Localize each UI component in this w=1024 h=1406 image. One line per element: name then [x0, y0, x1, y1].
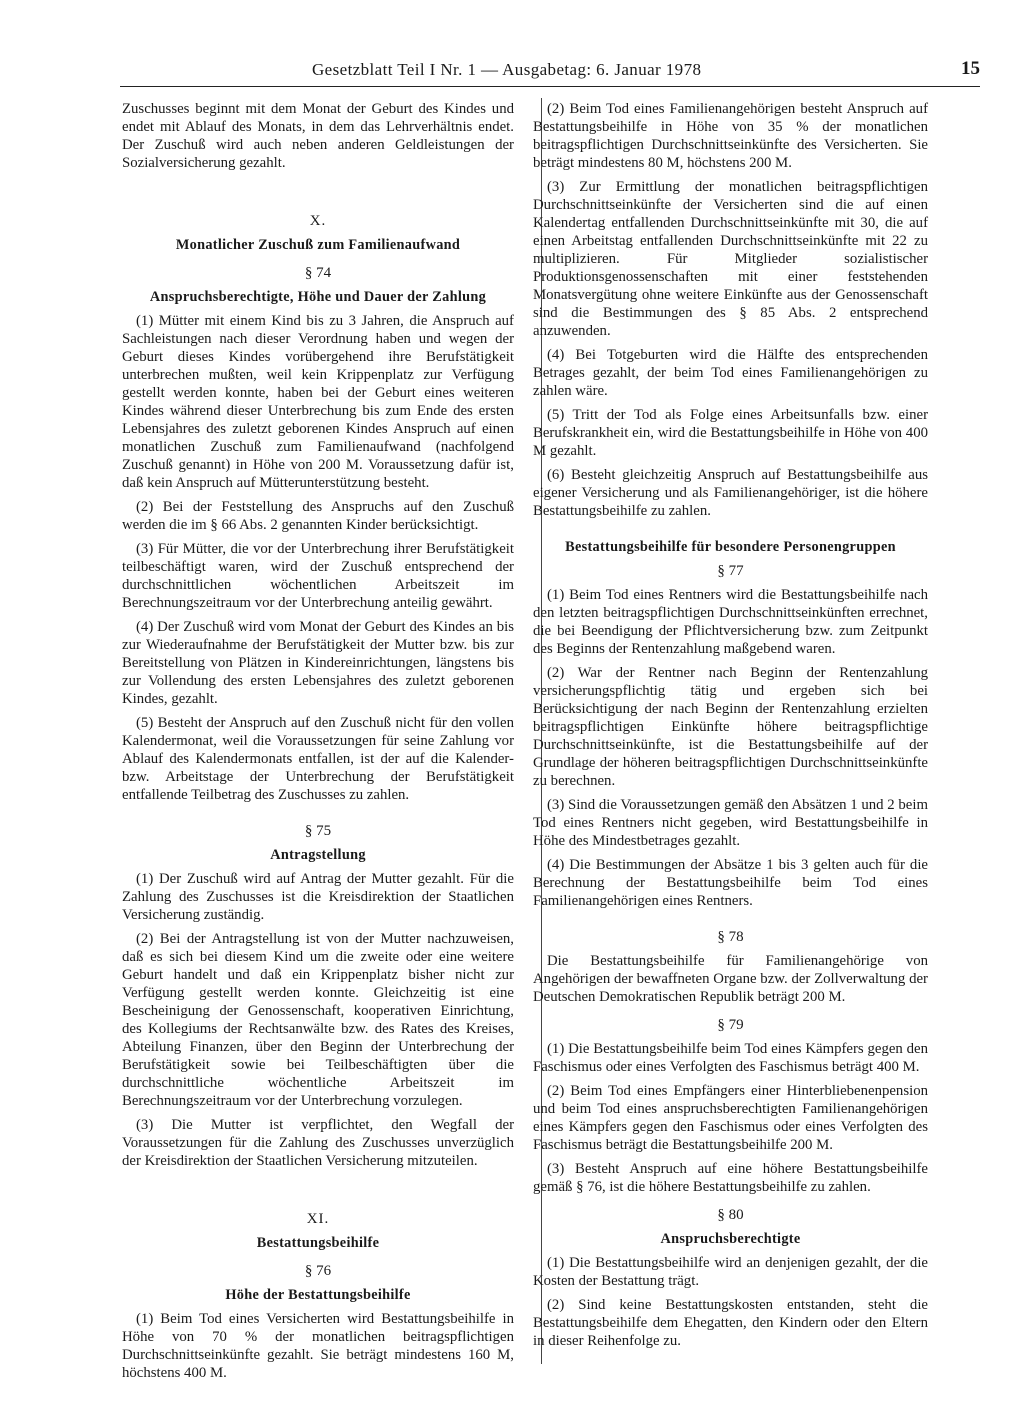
paragraph-75-3: (3) Die Mutter ist verpflichtet, den Wegfall der Voraussetzungen für die Zahlung des Zuschusses unverzüglich der Kreisdirektion der Staatlichen Versicherung mitzuteilen. [122, 1117, 514, 1169]
paragraph-74-title: Anspruchsberechtigte, Höhe und Dauer der Zahlung [149, 289, 487, 305]
section-xi-title: Bestattungsbeihilfe [256, 1235, 380, 1251]
paragraph-79-2: (2) Beim Tod eines Empfängers einer Hinterbliebenenpension und beim Tod eines anspruchsberechtigten Familienangehörigen eines Kämpfers gegen den Faschismus oder eines Verfolgten des Faschismus beträgt die Bestattungsbeihilfe 200 M. [533, 1083, 928, 1153]
paragraph-74-5: (5) Besteht der Anspruch auf den Zuschuß nicht für den vollen Kalendermonat, weil die Voraussetzungen für seine Zahlung vor Ablauf des Kalendermonats entfallen, ist der auf die Kalender- bzw. Arbeitstage der Unterbrechung der Berufstätigkeit entfallende Teilbetrag des Zuschusses zu zahlen. [122, 715, 514, 803]
paragraph-76-1: (1) Beim Tod eines Versicherten wird Bestattungsbeihilfe in Höhe von 70 % der monatlichen beitragspflichtigen Durchschnittseinkünfte gezahlt. Sie beträgt mindestens 160 M, höchstens 400 M. [122, 1311, 514, 1381]
paragraph-77-2: (2) War der Rentner nach Beginn der Rentenzahlung versicherungspflichtig tätig und ergeben sich bei Berücksichtigung der nach Beginn der Rentenzahlung erzielten beitragspflichtigen Einkünfte höhere beitragspflichtige Durchschnittseinkünfte, ist die Bestattungsbeihilfe auf der Grundlage der höheren beitragspflichtigen Durchschnittseinkünfte zu berechnen. [533, 665, 928, 789]
paragraph-75-title: Antragstellung [270, 847, 366, 863]
paragraph-76-6: (6) Besteht gleichzeitig Anspruch auf Bestattungsbeihilfe aus eigener Versicherung und als Familienangehöriger, ist die höhere Bestattungsbeihilfe zu zahlen. [533, 467, 928, 519]
page-header [120, 58, 980, 88]
paragraph-intro: Zuschusses beginnt mit dem Monat der Geburt des Kindes und endet mit Ablauf des Monats, in dem das Lehrverhältnis endet. Der Zuschuß wird auch neben anderen Geldleistungen der Sozialversicherung gezahlt. [122, 101, 514, 171]
paragraph-78-text: Die Bestattungsbeihilfe für Familienangehörige von Angehörigen der bewaffneten Organe bzw. der Zollverwaltung der Deutschen Demokratischen Republik beträgt 200 M. [533, 953, 928, 1005]
paragraph-77-1: (1) Beim Tod eines Rentners wird die Bestattungsbeihilfe nach den letzten beitragspflichtigen Durchschnittseinkünften errechnet, die bei Beendigung der Pflichtversicherung bzw. zum Zeitpunkt des Beginns der Rentenzahlung maßgebend waren. [533, 587, 928, 657]
paragraph-75-2: (2) Bei der Antragstellung ist von der Mutter nachzuweisen, daß es sich bei diesem Kind um die zweite oder eine weitere Geburt handelt und daß ein Krippenplatz bisher nicht zur Verfügung gestellt werden konnte. Gleichzeitig ist eine Bescheinigung der Genossenschaft, kooperativen Einrichtung, des Kollegiums der Rechtsanwälte bzw. des Rates des Kreises, Abteilung Finanzen, über den Beginn der Unterbrechung der Berufstätigkeit sowie bei Teilbeschäftigten über die durchschnittliche wöchentliche Arbeitszeit im Berechnungszeitraum vor der Unterbrechung vorzulegen. [122, 931, 514, 1109]
section-x-title: Monatlicher Zuschuß zum Familienaufwand [175, 237, 461, 253]
paragraph-76-title: Höhe der Bestattungsbeihilfe [225, 1287, 411, 1303]
paragraph-79-number: § 79 [717, 1017, 744, 1033]
header-rule [120, 86, 980, 87]
paragraph-79-1: (1) Die Bestattungsbeihilfe beim Tod eines Kämpfers gegen den Faschismus oder eines Verfolgten des Faschismus beträgt 400 M. [533, 1041, 928, 1075]
paragraph-74-number: § 74 [304, 265, 332, 281]
paragraph-77-4: (4) Die Bestimmungen der Absätze 1 bis 3 gelten auch für die Berechnung der Bestattungsbeihilfe beim Tod eines Familienangehörigen eines Rentners. [533, 857, 928, 909]
paragraph-77-3: (3) Sind die Voraussetzungen gemäß den Absätzen 1 und 2 beim Tod eines Rentners nicht gegeben, wird Bestattungsbeihilfe in Höhe des Mindestbetrages gezahlt. [533, 797, 928, 849]
subsection-title: Bestattungsbeihilfe für besondere Personengruppen [565, 539, 896, 555]
paragraph-80-title: Anspruchsberechtigte [660, 1231, 801, 1247]
paragraph-80-1: (1) Die Bestattungsbeihilfe wird an denjenigen gezahlt, der die Kosten der Bestattung trägt. [533, 1255, 928, 1289]
left-column [122, 100, 514, 1388]
section-x-number: X. [309, 213, 327, 229]
gazette-header-title: Gesetzblatt Teil I Nr. 1 — Ausgabetag: 6. Januar 1978 [312, 60, 702, 79]
paragraph-76-number: § 76 [304, 1263, 332, 1279]
paragraph-78-number: § 78 [717, 929, 744, 945]
paragraph-76-4: (4) Bei Totgeburten wird die Hälfte des entsprechenden Betrages gezahlt, der beim Tod eines Familienangehörigen zu zahlen wäre. [533, 347, 928, 399]
page-number: 15 [961, 58, 980, 79]
paragraph-74-1: (1) Mütter mit einem Kind bis zu 3 Jahren, die Anspruch auf Sachleistungen nach dieser Verordnung haben und wegen der Geburt dieses Kindes vorübergehend ihre Berufstätigkeit unterbrechen mußten, weil kein Krippenplatz zur Verfügung gestellt werden konnte, haben bei der Geburt eines weiteren Kindes während dieser Unterbrechung bis zum Ende des ersten Lebensjahres des zuletzt geborenen Kindes Anspruch auf einen monatlichen Zuschuß zum Familienaufwand (nachfolgend Zuschuß genannt) in Höhe von 200 M. Voraussetzung dafür ist, daß kein Anspruch auf Mütterunterstützung besteht. [122, 313, 514, 491]
paragraph-76-3: (3) Zur Ermittlung der monatlichen beitragspflichtigen Durchschnittseinkünfte der Versicherten sind die auf einen Kalendertag entfallenden Durchschnittseinkünfte mit 30, die auf einen Arbeitstag entfallenden Durchschnittseinkünfte mit 22 zu multiplizieren. Für Mitglieder sozialistischer Produktionsgenossenschaften mit einer feststehenden Monatsvergütung ohne weitere Einkünfte aus der Genossenschaft sind die Bestimmungen des § 85 Abs. 2 entsprechend anzuwenden. [533, 179, 928, 339]
paragraph-80-number: § 80 [717, 1207, 744, 1223]
paragraph-76-5: (5) Tritt der Tod als Folge eines Arbeitsunfalls bzw. einer Berufskrankheit ein, wird die Bestattungsbeihilfe in Höhe von 400 M gezahlt. [533, 407, 928, 459]
paragraph-80-2: (2) Sind keine Bestattungskosten entstanden, steht die Bestattungsbeihilfe dem Ehegatten, den Kindern oder den Eltern in dieser Reihenfolge zu. [533, 1297, 928, 1349]
paragraph-75-number: § 75 [304, 823, 332, 839]
paragraph-74-4: (4) Der Zuschuß wird vom Monat der Geburt des Kindes an bis zur Wiederaufnahme der Berufstätigkeit der Mutter bzw. bis zur Bereitstellung von Plätzen in Kindereinrichtungen, längstens bis zur Vollendung des ersten Lebensjahres des zuletzt geborenen Kindes, gezahlt. [122, 619, 514, 707]
paragraph-74-2: (2) Bei der Feststellung des Anspruchs auf den Zuschuß werden die im § 66 Abs. 2 genannten Kinder berücksichtigt. [122, 499, 514, 533]
paragraph-74-3: (3) Für Mütter, die vor der Unterbrechung ihrer Berufstätigkeit teilbeschäftigt waren, wird der Zuschuß entsprechend der durchschnittlichen wöchentlichen Arbeitszeit im Berechnungszeitraum vor der Unterbrechung anteilig gewährt. [122, 541, 514, 611]
paragraph-77-number: § 77 [717, 563, 744, 579]
paragraph-79-3: (3) Besteht Anspruch auf eine höhere Bestattungsbeihilfe gemäß § 76, ist die höhere Bestattungsbeihilfe zu zahlen. [533, 1161, 928, 1195]
section-xi-number: XI. [306, 1211, 330, 1227]
paragraph-76-2: (2) Beim Tod eines Familienangehörigen besteht Anspruch auf Bestattungsbeihilfe in Höhe von 35 % der monatlichen beitragspflichtigen Durchschnittseinkünfte des Versicherten. Sie beträgt mindestens 80 M, höchstens 200 M. [533, 101, 928, 171]
right-column [533, 100, 928, 1356]
paragraph-75-1: (1) Der Zuschuß wird auf Antrag der Mutter gezahlt. Für die Zahlung des Zuschusses ist die Kreisdirektion der Staatlichen Versicherung zuständig. [122, 871, 514, 923]
